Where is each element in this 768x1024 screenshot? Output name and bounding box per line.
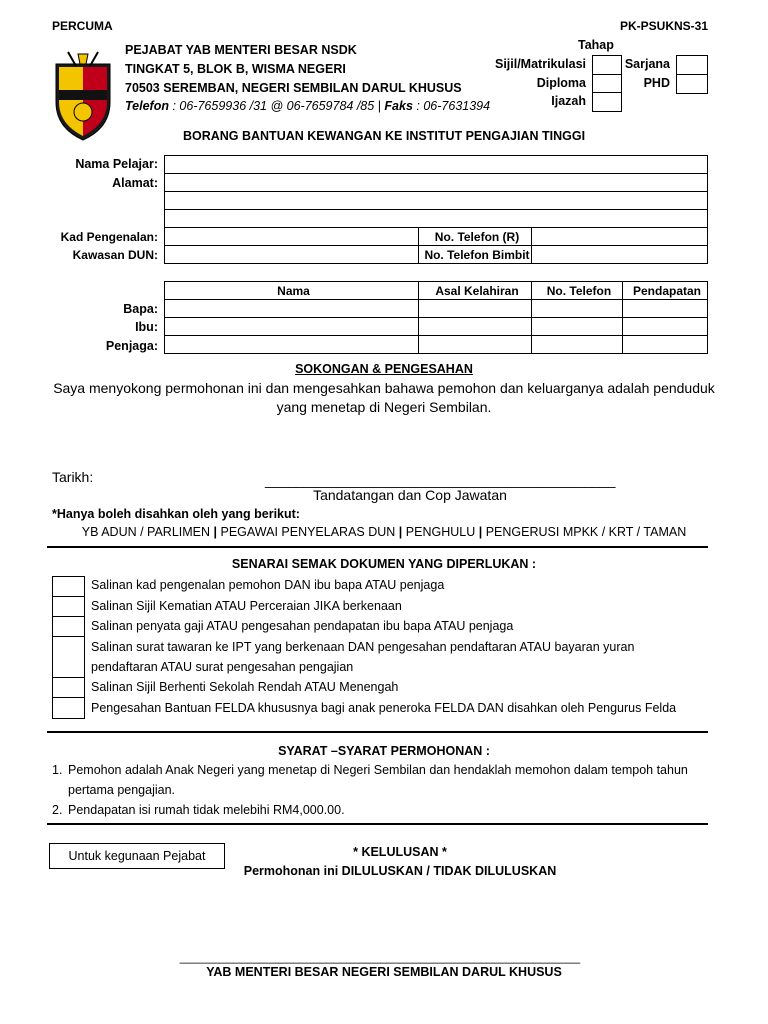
condition-2: Pendapatan isi rumah tidak melebihi RM4,000.00. [68, 803, 345, 817]
dun-field[interactable] [165, 246, 419, 264]
divider-1 [47, 546, 708, 548]
checklist-item-6: Pengesahan Bantuan FELDA khususnya bagi anak peneroka FELDA DAN disahkan oleh Pengurus Felda [91, 701, 677, 715]
phone-home-label: No. Telefon (R) [419, 228, 532, 246]
checklist-checkbox-3[interactable] [52, 616, 85, 637]
address-line-1-field[interactable] [164, 173, 708, 192]
phone-label: Telefon [125, 99, 169, 113]
guardian-label: Penjaga: [105, 339, 158, 353]
endorsement-title: SOKONGAN & PENGESAHAN [295, 362, 473, 376]
level-phd-label: PHD [643, 76, 670, 90]
guardian-row [165, 336, 708, 354]
parents-header-name: Nama [165, 282, 419, 300]
mother-origin-field[interactable] [419, 318, 532, 336]
checklist-title: SENARAI SEMAK DOKUMEN YANG DIPERLUKAN : [231, 557, 537, 571]
signature-line: _____________________________________________ [265, 472, 616, 488]
father-row [165, 300, 708, 318]
student-name-label: Nama Pelajar: [75, 157, 158, 171]
approval-title: * KELULUSAN * [353, 845, 447, 859]
checklist-checkbox-4[interactable] [52, 636, 85, 678]
mother-income-field[interactable] [623, 318, 708, 336]
checklist-checkbox-6[interactable] [52, 697, 85, 719]
fax-value: : 06-7631394 [416, 99, 491, 113]
mother-name-field[interactable] [165, 318, 419, 336]
checklist-item-3: Salinan penyata gaji ATAU pengesahan pendapatan ibu bapa ATAU penjaga [91, 619, 514, 633]
condition-1-line-1: Pemohon adalah Anak Negeri yang menetap di Negeri Sembilan dan hendaklah memohon dalam tempoh tahun [68, 763, 688, 777]
approval-status: Permohonan ini DILULUSKAN / TIDAK DILULUSKAN [243, 864, 557, 878]
free-label: PERCUMA [52, 19, 113, 33]
guardian-name-field[interactable] [165, 336, 419, 354]
dun-label: Kawasan DUN: [72, 248, 158, 262]
conditions-title: SYARAT –SYARAT PERMOHONAN : [278, 744, 490, 758]
level-title: Tahap [578, 38, 614, 52]
office-line-3: 70503 SEREMBAN, NEGERI SEMBILAN DARUL KHUSUS [125, 81, 462, 95]
level-ijazah-label: Ijazah [551, 94, 586, 108]
mother-row [165, 318, 708, 336]
phone-mobile-field[interactable] [532, 246, 708, 264]
father-origin-field[interactable] [419, 300, 532, 318]
authority-4: PENGERUSI MPKK / KRT / TAMAN [485, 525, 687, 539]
ic-label: Kad Pengenalan: [60, 230, 158, 244]
authority-1: YB ADUN / PARLIMEN [81, 525, 211, 539]
authorities-list: YB ADUN / PARLIMEN | PEGAWAI PENYELARAS DUN | PENGHULU | PENGERUSI MPKK / KRT / TAMAN [81, 525, 687, 539]
authority-2: PEGAWAI PENYELARAS DUN [220, 525, 396, 539]
father-name-field[interactable] [165, 300, 419, 318]
parents-header-phone: No. Telefon [532, 282, 623, 300]
condition-1-line-2: pertama pengajian. [68, 783, 176, 797]
student-name-field[interactable] [164, 155, 708, 174]
address-line-2-field[interactable] [164, 191, 708, 210]
divider-3 [47, 823, 708, 825]
checklist-checkbox-5[interactable] [52, 677, 85, 698]
level-sijil-label: Sijil/Matrikulasi [494, 57, 586, 71]
student-ic-dun-table [164, 227, 708, 264]
mother-phone-field[interactable] [532, 318, 623, 336]
checklist-item-2: Salinan Sijil Kematian ATAU Perceraian JIKA berkenaan [91, 599, 402, 613]
checklist-checkbox-1[interactable] [52, 576, 85, 597]
level-diploma-label: Diploma [536, 76, 586, 90]
guardian-origin-field[interactable] [419, 336, 532, 354]
ic-field[interactable] [165, 228, 419, 246]
guardian-phone-field[interactable] [532, 336, 623, 354]
form-title: BORANG BANTUAN KEWANGAN KE INSTITUT PENGAJIAN TINGGI [182, 129, 586, 143]
mother-label: Ibu: [135, 320, 158, 334]
checklist-item-4-cont: pendaftaran ATAU surat pengesahan pengajian [91, 660, 354, 674]
fax-label: Faks [384, 99, 413, 113]
endorsement-note: *Hanya boleh disahkan oleh yang berikut: [52, 507, 300, 521]
checklist-item-4: Salinan surat tawaran ke IPT yang berkenaan DAN pengesahan pendaftaran ATAU bayaran yuran [91, 640, 635, 654]
office-line-2: TINGKAT 5, BLOK B, WISMA NEGERI [125, 62, 346, 76]
date-label: Tarikh: [52, 469, 94, 485]
condition-1-number: 1. [52, 763, 63, 777]
level-sarjana-label: Sarjana [624, 57, 670, 71]
parents-header-origin: Asal Kelahiran [419, 282, 532, 300]
father-label: Bapa: [123, 302, 158, 316]
endorsement-text-2: yang menetap di Negeri Sembilan. [276, 399, 492, 415]
office-line-1: PEJABAT YAB MENTERI BESAR NSDK [125, 43, 357, 57]
office-contact [125, 99, 490, 113]
phone-mobile-label: No. Telefon Bimbit [419, 246, 532, 264]
approval-signatory: YAB MENTERI BESAR NEGERI SEMBILAN DARUL KHUSUS [206, 965, 562, 979]
checklist-item-1: Salinan kad pengenalan pemohon DAN ibu bapa ATAU penjaga [91, 578, 445, 592]
checklist-checkbox-2[interactable] [52, 596, 85, 617]
approval-signature-line: ____________________________________________________________ [179, 950, 581, 964]
signature-label: Tandatangan dan Cop Jawatan [313, 487, 507, 503]
guardian-income-field[interactable] [623, 336, 708, 354]
student-address-label: Alamat: [112, 176, 158, 190]
level-ijazah-checkbox[interactable] [592, 92, 622, 112]
level-phd-checkbox[interactable] [676, 74, 708, 94]
parents-header-income: Pendapatan [623, 282, 708, 300]
condition-2-number: 2. [52, 803, 63, 817]
authority-3: PENGHULU [405, 525, 476, 539]
parents-table [164, 281, 708, 354]
office-use-box: Untuk kegunaan Pejabat [49, 843, 225, 869]
form-code: PK-PSUKNS-31 [620, 19, 709, 33]
phone-home-field[interactable] [532, 228, 708, 246]
address-line-3-field[interactable] [164, 209, 708, 228]
father-income-field[interactable] [623, 300, 708, 318]
phone-value: : 06-7659936 /31 @ 06-7659784 /85 | [172, 99, 381, 113]
level-sarjana-checkbox[interactable] [676, 55, 708, 75]
endorsement-text-1: Saya menyokong permohonan ini dan mengesahkan bahawa pemohon dan keluarganya adalah penduduk [53, 380, 715, 396]
divider-2 [47, 731, 708, 733]
father-phone-field[interactable] [532, 300, 623, 318]
checklist-item-5: Salinan Sijil Berhenti Sekolah Rendah ATAU Menengah [91, 680, 399, 694]
